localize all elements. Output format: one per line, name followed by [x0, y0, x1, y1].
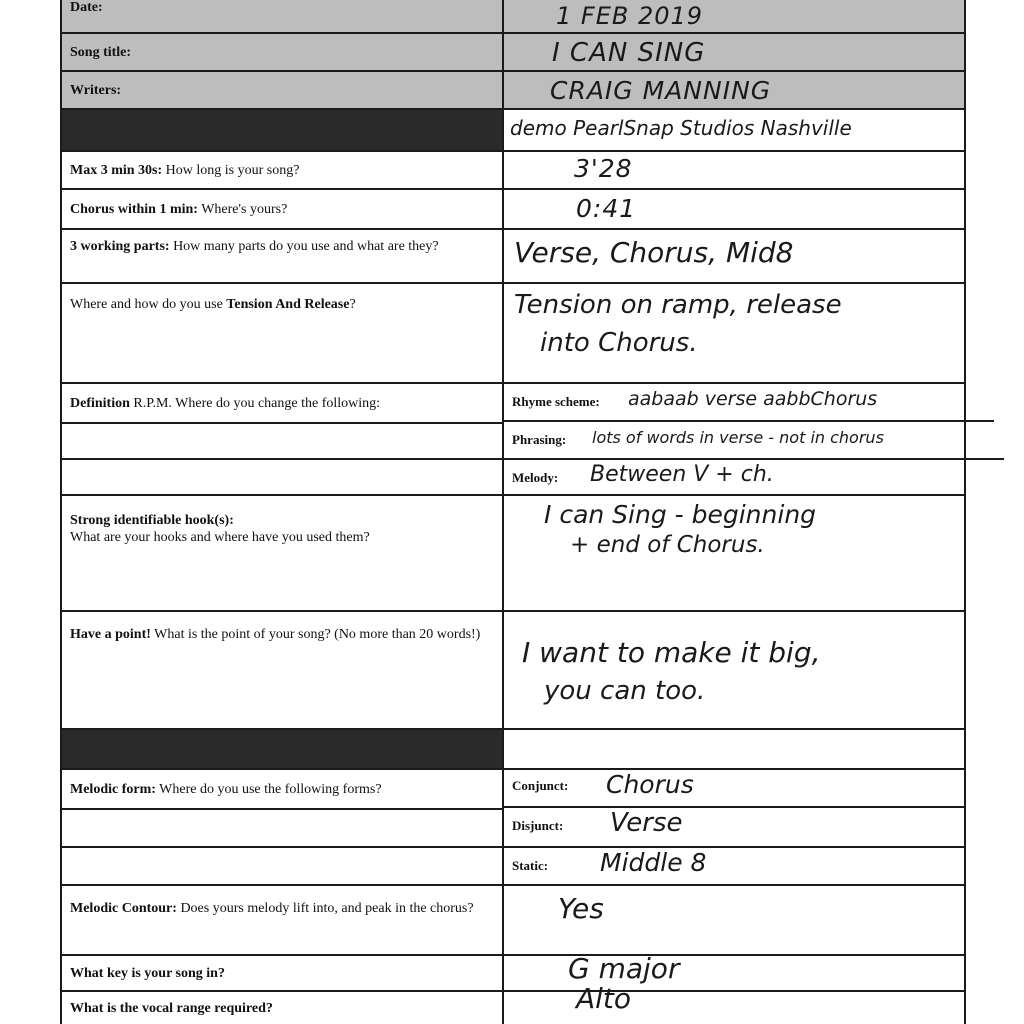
song-title-label: Song title: [70, 44, 132, 60]
vocal-range-row [62, 982, 964, 1024]
chorus-time-value: 0:41 [576, 194, 637, 223]
date-row [62, 0, 964, 34]
hooks-label: What are your hooks and where have you used them? [70, 530, 370, 545]
song-key-row [62, 952, 964, 992]
song-length-label: How long is your song? [162, 162, 300, 178]
point-value-line1: I want to make it big, [522, 636, 821, 669]
rpm-label-bold: Definition [70, 395, 130, 411]
hooks-value-line2: + end of Chorus. [570, 532, 765, 558]
song-length-value: 3'28 [574, 154, 633, 183]
tension-label-post: ? [349, 297, 356, 312]
point-label-bold: Have a point! [70, 627, 151, 642]
conjunct-value: Chorus [606, 770, 694, 799]
point-label: What is the point of your song? (No more than 20 words!) [150, 627, 481, 642]
tension-value-line1: Tension on ramp, release [514, 290, 842, 320]
melodic-contour-value: Yes [558, 892, 604, 925]
working-parts-row [62, 230, 964, 284]
rpm-label: R.P.M. Where do you change the following: [129, 395, 381, 411]
hooks-value-line1: I can Sing - beginning [544, 500, 817, 529]
songwriting-checklist-form [60, 0, 966, 1024]
song-key-value: G major [568, 952, 680, 985]
song-length-label-bold: Max 3 min 30s: [70, 162, 163, 178]
demo-note: demo PearlSnap Studios Nashville [510, 116, 852, 140]
tension-release-row [62, 284, 964, 384]
vocal-range-label: What is the vocal range required? [70, 1000, 273, 1016]
disjunct-label: Disjunct: [512, 818, 564, 833]
melodic-form-label: Where do you use the following forms? [155, 781, 382, 797]
date-label: Date: [70, 0, 103, 15]
rhyme-scheme-value: aabaab verse aabbChorus [628, 388, 878, 410]
working-parts-label: How many parts do you use and what are they? [169, 239, 439, 254]
melodic-form-block [62, 770, 964, 886]
melody-value: Between V + ch. [590, 462, 774, 487]
phrasing-label: Phrasing: [512, 432, 567, 447]
song-title-row [62, 34, 964, 72]
section-header-bar [62, 730, 504, 768]
disjunct-value: Verse [610, 808, 683, 838]
point-row [62, 612, 964, 730]
writers-label: Writers: [70, 82, 122, 98]
hooks-label-bold: Strong identifiable hook(s): [70, 513, 234, 528]
chorus-time-row [62, 190, 964, 230]
chorus-time-label: Where's yours? [197, 201, 288, 217]
working-parts-value: Verse, Chorus, Mid8 [514, 236, 794, 269]
section-header-bar [62, 110, 504, 150]
melodic-contour-row [62, 886, 964, 956]
conjunct-label: Conjunct: [512, 778, 569, 793]
song-key-label: What key is your song in? [70, 965, 225, 981]
working-parts-label-bold: 3 working parts: [70, 239, 170, 254]
point-value-line2: you can too. [544, 676, 706, 706]
definition-rpm-block [62, 384, 964, 496]
song-title-value: I CAN SING [552, 38, 706, 68]
melodic-contour-label: Does yours melody lift into, and peak in the chorus? [176, 901, 474, 916]
melodic-form-label-bold: Melodic form: [70, 781, 156, 797]
static-value: Middle 8 [600, 848, 707, 877]
tension-value-line2: into Chorus. [540, 328, 698, 358]
melody-label: Melody: [512, 470, 559, 485]
chorus-time-label-bold: Chorus within 1 min: [70, 201, 198, 217]
hooks-row [62, 496, 964, 612]
tension-label-pre: Where and how do you use [70, 297, 227, 312]
rhyme-scheme-label: Rhyme scheme: [512, 394, 600, 409]
writers-row [62, 72, 964, 110]
static-label: Static: [512, 858, 549, 873]
section-structure-header-row [62, 110, 964, 152]
phrasing-value: lots of words in verse - not in chorus [592, 428, 884, 447]
section-melody-header-row [62, 730, 964, 770]
melodic-contour-label-bold: Melodic Contour: [70, 901, 177, 916]
writers-value: CRAIG MANNING [550, 76, 772, 105]
tension-label-bold: Tension And Release [226, 297, 350, 312]
song-length-row [62, 152, 964, 190]
date-value: 1 FEB 2019 [556, 2, 704, 30]
vocal-range-value: Alto [576, 982, 632, 1015]
